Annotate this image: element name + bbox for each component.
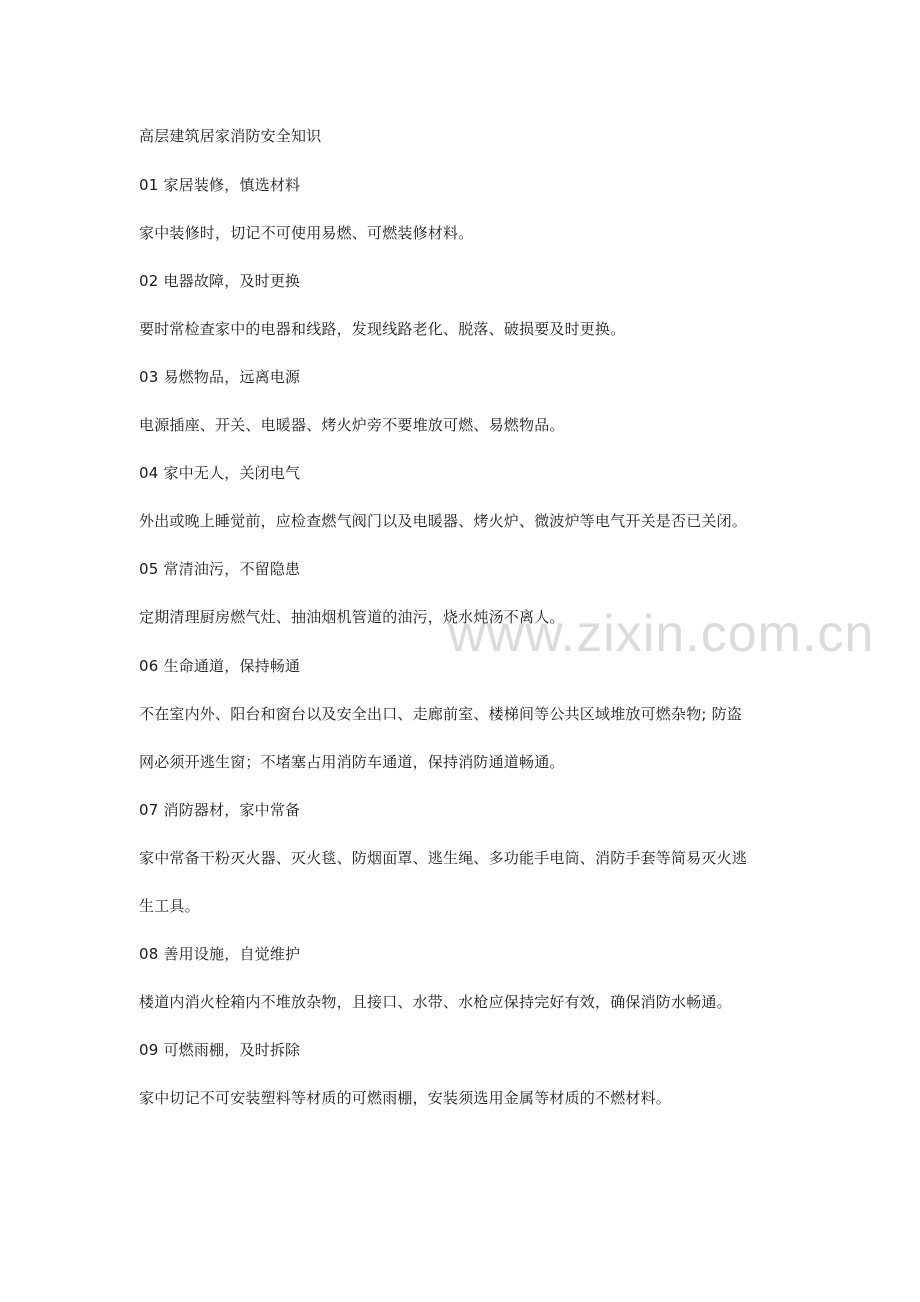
section-heading-05: 05 常清油污，不留隐患	[139, 560, 301, 578]
section-body-09: 家中切记不可安装塑料等材质的可燃雨棚，安装须选用金属等材质的不燃材料。	[139, 1089, 672, 1107]
watermark: www.zixin.com.cn	[448, 605, 875, 663]
document-title: 高层建筑居家消防安全知识	[139, 127, 322, 145]
section-body-07-line-1: 家中常备干粉灭火器、灭火毯、防烟面罩、逃生绳、多功能手电筒、消防手套等简易灭火逃	[139, 849, 748, 867]
section-heading-06: 06 生命通道，保持畅通	[139, 657, 301, 675]
section-body-02: 要时常检查家中的电器和线路，发现线路老化、脱落、破损要及时更换。	[139, 320, 626, 338]
section-heading-08: 08 善用设施，自觉维护	[139, 945, 301, 963]
section-heading-01: 01 家居装修，慎选材料	[139, 176, 301, 194]
section-heading-03: 03 易燃物品，远离电源	[139, 368, 301, 386]
section-body-07-line-2: 生工具。	[139, 897, 200, 915]
section-heading-02: 02 电器故障，及时更换	[139, 272, 301, 290]
section-heading-04: 04 家中无人，关闭电气	[139, 464, 301, 482]
section-heading-09: 09 可燃雨棚，及时拆除	[139, 1041, 301, 1059]
section-body-01: 家中装修时，切记不可使用易燃、可燃装修材料。	[139, 224, 474, 242]
section-body-06-line-1: 不在室内外、阳台和窗台以及安全出口、走廊前室、楼梯间等公共区域堆放可燃杂物; 防盗	[139, 705, 743, 723]
section-heading-07: 07 消防器材，家中常备	[139, 801, 301, 819]
section-body-04: 外出或晚上睡觉前，应检查燃气阀门以及电暖器、烤火炉、微波炉等电气开关是否已关闭。	[139, 512, 748, 530]
section-body-03: 电源插座、开关、电暖器、烤火炉旁不要堆放可燃、易燃物品。	[139, 416, 565, 434]
section-body-05: 定期清理厨房燃气灶、抽油烟机管道的油污，烧水炖汤不离人。	[139, 608, 565, 626]
section-body-08: 楼道内消火栓箱内不堆放杂物，且接口、水带、水枪应保持完好有效，确保消防水畅通。	[139, 993, 732, 1011]
section-body-06-line-2: 网必须开逃生窗；不堵塞占用消防车通道，保持消防通道畅通。	[139, 753, 565, 771]
